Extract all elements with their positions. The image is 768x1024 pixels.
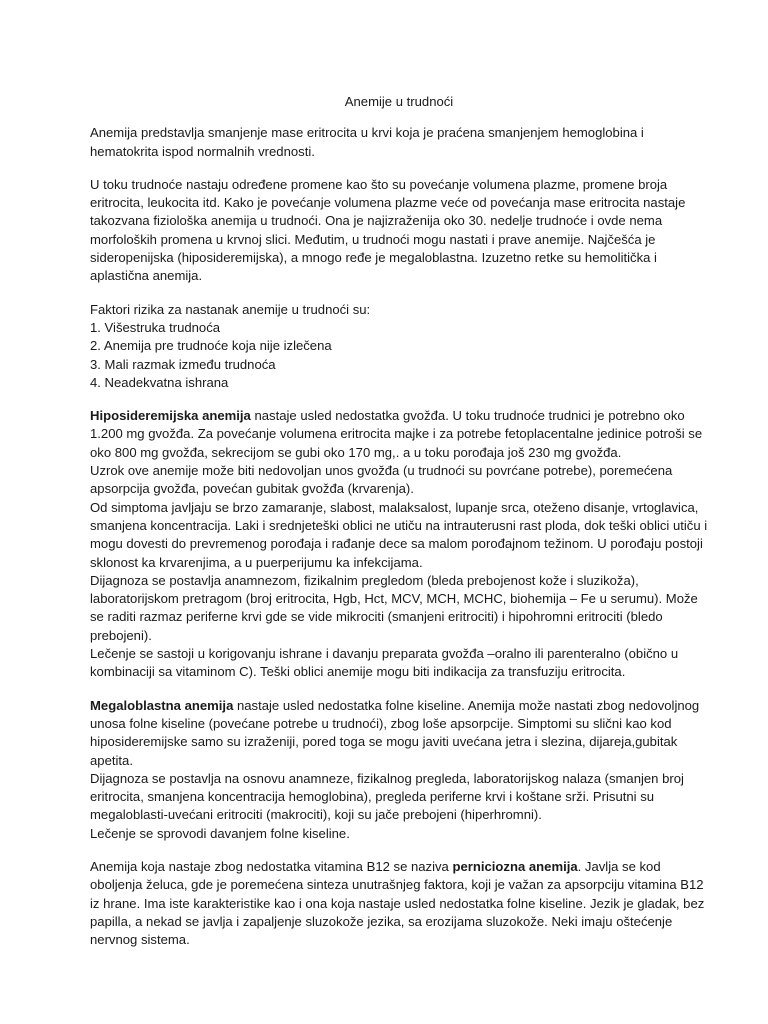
risk-factors-list xyxy=(90,319,708,392)
hiposideremijska-paragraph-3: Od simptoma javljaju se brzo zamaranje, slabost, malaksalost, lupanje srca, oteženo disanje, vrtoglavica, smanjena koncentracija. Laki i srednjeteški oblici ne utiču na intrauterusni rast ploda, dok teški oblici utiču i mogu dovesti do prevremenog porođaja i rađanje dece sa malom porođajnom težinom. U porođaju postoji sklonost ka krvarenjima, a u puerperijumu ka infekcijama. xyxy=(90,499,708,570)
hiposideremijska-term: Hiposideremijska anemija xyxy=(90,408,251,424)
hiposideremijska-paragraph-2: Uzrok ove anemije može biti nedovoljan unos gvožđa (u trudnoći su povrćane potrebe), poremećena apsorpcija gvožđa, povećan gubitak gvožđa (krvarenja). xyxy=(90,463,673,497)
risk-factors-section xyxy=(90,301,708,392)
list-item: 3. Mali razmak između trudnoća xyxy=(90,356,276,372)
pregnancy-changes-paragraph: U toku trudnoće nastaju određene promene kao što su povećanje volumena plazme, promene broja eritrocita, leukocita itd. Kako je povećanje volumena plazme veće od povećanja mase eritrocita nastaje takozvana fiziološka anemija u trudnoći. Ona je najizraženija oko 30. nedelje trudnoće i ovde nema morfoloških promena u krvnoj slici. Međutim, u trudnoći mogu nastati i prave anemije. Najčešća je sideropenijska (hiposideremijska), a mnogo ređe je megaloblastna. Izuzetno retke su hemolitička i aplastična anemija. xyxy=(90,176,686,284)
list-item: 4. Neadekvatna ishrana xyxy=(90,374,229,390)
perniciozna-text-after: . Javlja se kod oboljenja želuca, gde je poremećena sinteza unutrašnjeg faktora, koji je važan za apsorpciju vitamina B12 iz hrane. Ima iste karakteristike kao i ona koja nastaje usled nedostatka folne kiseline. Jezik je gladak, bez papilla, a nekad se javlja i zapaljenje sluzokože jezika, sa erozijama sluzokože. Neki imaju oštećenje nervnog sistema. xyxy=(90,858,705,948)
hiposideremijska-text-1: nastaje usled nedostatka gvožđa. U toku trudnoće trudnici je potrebno oko 1.200 mg gvožđa. Za povećanje volumena eritrocita majke i za potrebe fetoplacentalne jedinice potroši se oko 800 mg gvožđa, sekrecijom se gubi oko 170 mg,. a u toku porođaja još 230 mg gvožđa. xyxy=(90,408,703,460)
list-item: 1. Višestruka trudnoća xyxy=(90,319,221,335)
hiposideremijska-paragraph-5: Lečenje se sastoji u korigovanju ishrane i davanju preparata gvožđa –oralno ili parenteralno (obično u kombinaciji sa vitaminom C). Teški oblici anemije mogu biti indikacija za transfuziju eritrocita. xyxy=(90,646,679,680)
hiposideremijska-section xyxy=(90,407,708,681)
hiposideremijska-paragraph-4: Dijagnoza se postavlja anamnezom, fizikalnim pregledom (bleda prebojenost kože i sluzikoža), laboratorijskom pretragom (broj eritrocita, Hgb, Hct, MCV, MCH, MCHC, biohemija – Fe u serumu). Može se raditi razmaz periferne krvi gde se vide mikrociti (smanjeni eritrociti) i hipohromni eritrociti (bledo prebojeni). xyxy=(90,572,698,643)
intro-paragraph: Anemija predstavlja smanjenje mase eritrocita u krvi koja je praćena smanjenjem hemoglobina i hematokrita ispod normalnih vrednosti. xyxy=(90,125,644,159)
risk-factors-heading: Faktori rizika za nastanak anemije u trudnoći su: xyxy=(90,301,371,317)
megaloblastna-section xyxy=(90,697,708,843)
list-item: 2. Anemija pre trudnoće koja nije izlečena xyxy=(90,338,332,354)
perniciozna-section xyxy=(90,858,708,949)
hiposideremijska-paragraph-1 xyxy=(90,407,708,462)
megaloblastna-paragraph-3: Lečenje se sprovodi davanjem folne kiseline. xyxy=(90,825,350,841)
megaloblastna-text-1: nastaje usled nedostatka folne kiseline. Anemija može nastati zbog nedovoljnog unosa folne kiseline (povećane potrebe u trudnoći), zbog loše apsorpcije. Simptomi su slični kao kod hiposideremijske samo su izraženiji, pored toga se mogu javiti uvećana jetra i slezina, dijareja,gubitak apetita. xyxy=(90,697,700,768)
perniciozna-paragraph xyxy=(90,858,708,949)
megaloblastna-paragraph-1 xyxy=(90,697,708,770)
perniciozna-term: perniciozna anemija xyxy=(452,858,578,874)
perniciozna-text-before: Anemija koja nastaje zbog nedostatka vitamina B12 se naziva xyxy=(90,858,453,874)
megaloblastna-term: Megaloblastna anemija xyxy=(90,697,234,713)
page-title: Anemije u trudnoći xyxy=(344,94,454,109)
megaloblastna-paragraph-2: Dijagnoza se postavlja na osnovu anamneze, fizikalnog pregleda, laboratorijskog nalaza (smanjen broj eritrocita, smanjena koncentracija hemoglobina), pregleda periferne krvi i koštane srži. Prisutni su megaloblasti-uvećani eritrociti (makrociti), koji su jače prebojeni (hiperhromni). xyxy=(90,770,684,823)
